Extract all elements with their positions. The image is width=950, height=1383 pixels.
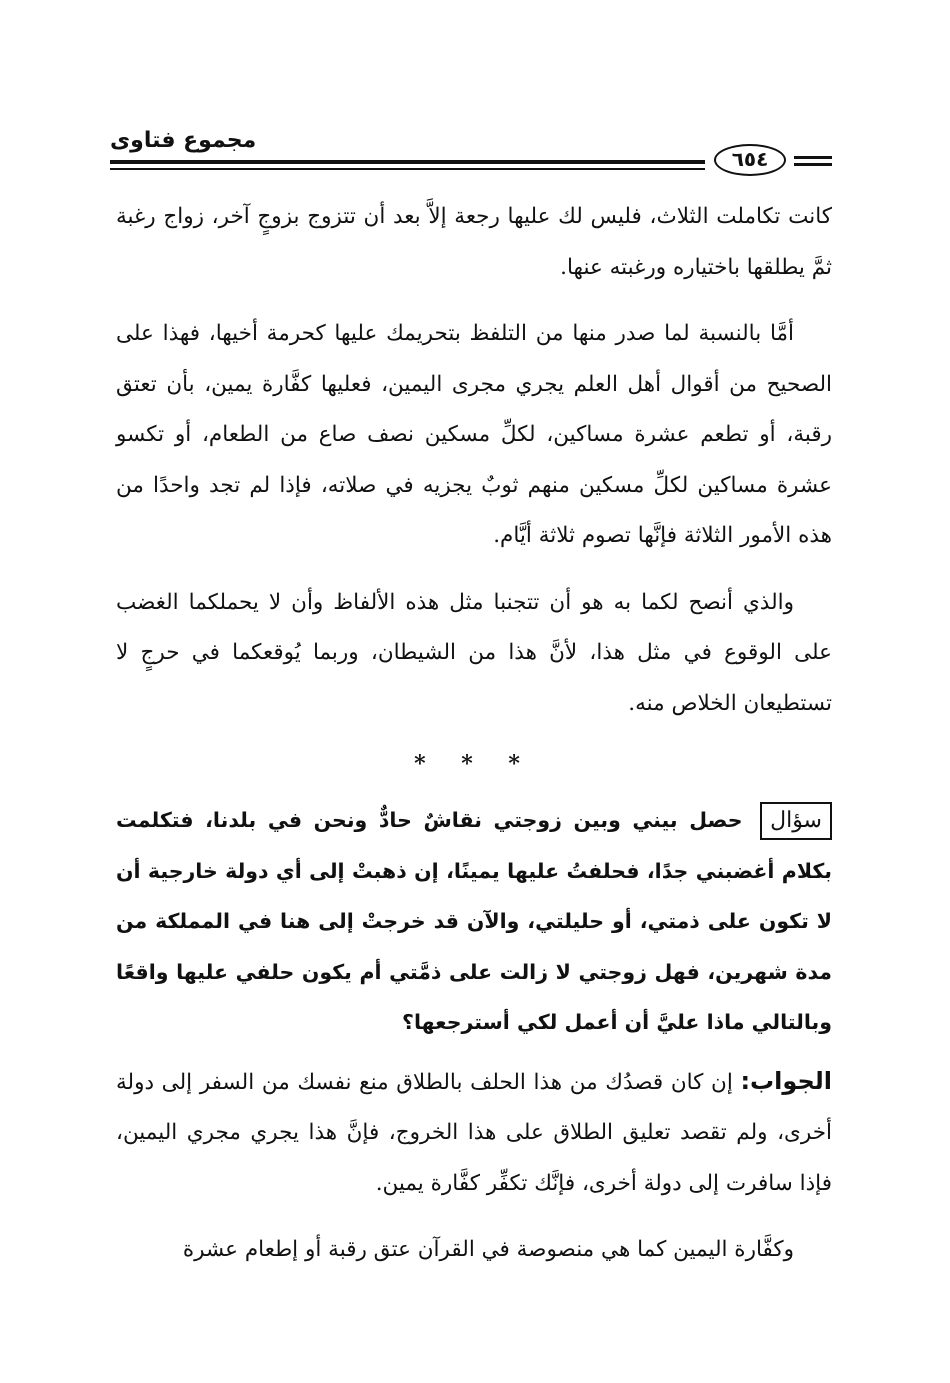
page-number-rule-top [794, 156, 832, 159]
page-body [116, 192, 832, 1292]
question-block [116, 795, 832, 1048]
header-rule-thin [110, 168, 705, 170]
page-header [110, 118, 832, 180]
section-separator: * * * [414, 751, 534, 777]
question-text: حصل بيني وبين زوجتي نقاشٌ حادٌّ ونحن في بلدنا، فتكلمت بكلام أغضبني جدًا، فحلفتُ عليها يمينًا، إن ذهبتْ إلى أي دولة خارجية أن لا تكون على ذمتي، أو حليلتي، والآن قد خرجتْ إلى هنا في المملكة من مدة شهرين، فهل زوجتي لا زالت على ذمَّتي أم يكون حلفي عليها واقعًا وبالتالي ماذا عليَّ أن أعمل لكي أسترجعها؟ [116, 808, 832, 1034]
answer-label: الجواب: [740, 1066, 832, 1095]
question-label: سؤال [760, 802, 832, 840]
paragraph-expiation-details: وكفَّارة اليمين كما هي منصوصة في القرآن عتق رقبة أو إطعام عشرة [182, 1237, 794, 1262]
answer-block [116, 1056, 832, 1210]
paragraph-expiation: أمَّا بالنسبة لما صدر منها من التلفظ بتحريمك عليها كحرمة أخيها، فهذا على الصحيح من أقوال أهل العلم يجري مجرى اليمين، فعليها كفَّارة يمين، بأن تعتق رقبة، أو تطعم عشرة مساكين، لكلِّ مسكين نصف صاع من الطعام، أو تكسو عشرة مساكين لكلِّ مسكين منهم ثوبٌ يجزيه في صلاته، فإذا لم تجد واحدًا من هذه الأمور الثلاثة فإنَّها تصوم ثلاثة أيَّام. [116, 321, 832, 548]
page-number-rule-bottom [794, 163, 832, 166]
header-rule-thick [110, 160, 705, 164]
answer-text: إن كان قصدُك من هذا الحلف بالطلاق منع نفسك من السفر إلى دولة أخرى، ولم تقصد تعليق الطلاق على هذا الخروج، فإنَّ هذا يجري مجري اليمين، فإذا سافرت إلى دولة أخرى، فإنَّك تكفِّر كفَّارة يمين. [116, 1069, 832, 1196]
page-number: ٦٥٤ [714, 144, 786, 176]
paragraph-continuation: كانت تكاملت الثلاث، فليس لك عليها رجعة إلاَّ بعد أن تتزوج بزوجٍ آخر، زواج رغبة ثمَّ يطلقها باختياره ورغبته عنها. [116, 204, 832, 280]
paragraph-advice: والذي أنصح لكما به هو أن تتجنبا مثل هذه الألفاظ وأن لا يحملكما الغضب على الوقوع في مثل هذا، لأنَّ هذا من الشيطان، وربما يُوقعكما في حرجٍ لا تستطيعان الخلاص منه. [116, 589, 832, 716]
book-title: مجموع فتاوى [110, 128, 257, 153]
